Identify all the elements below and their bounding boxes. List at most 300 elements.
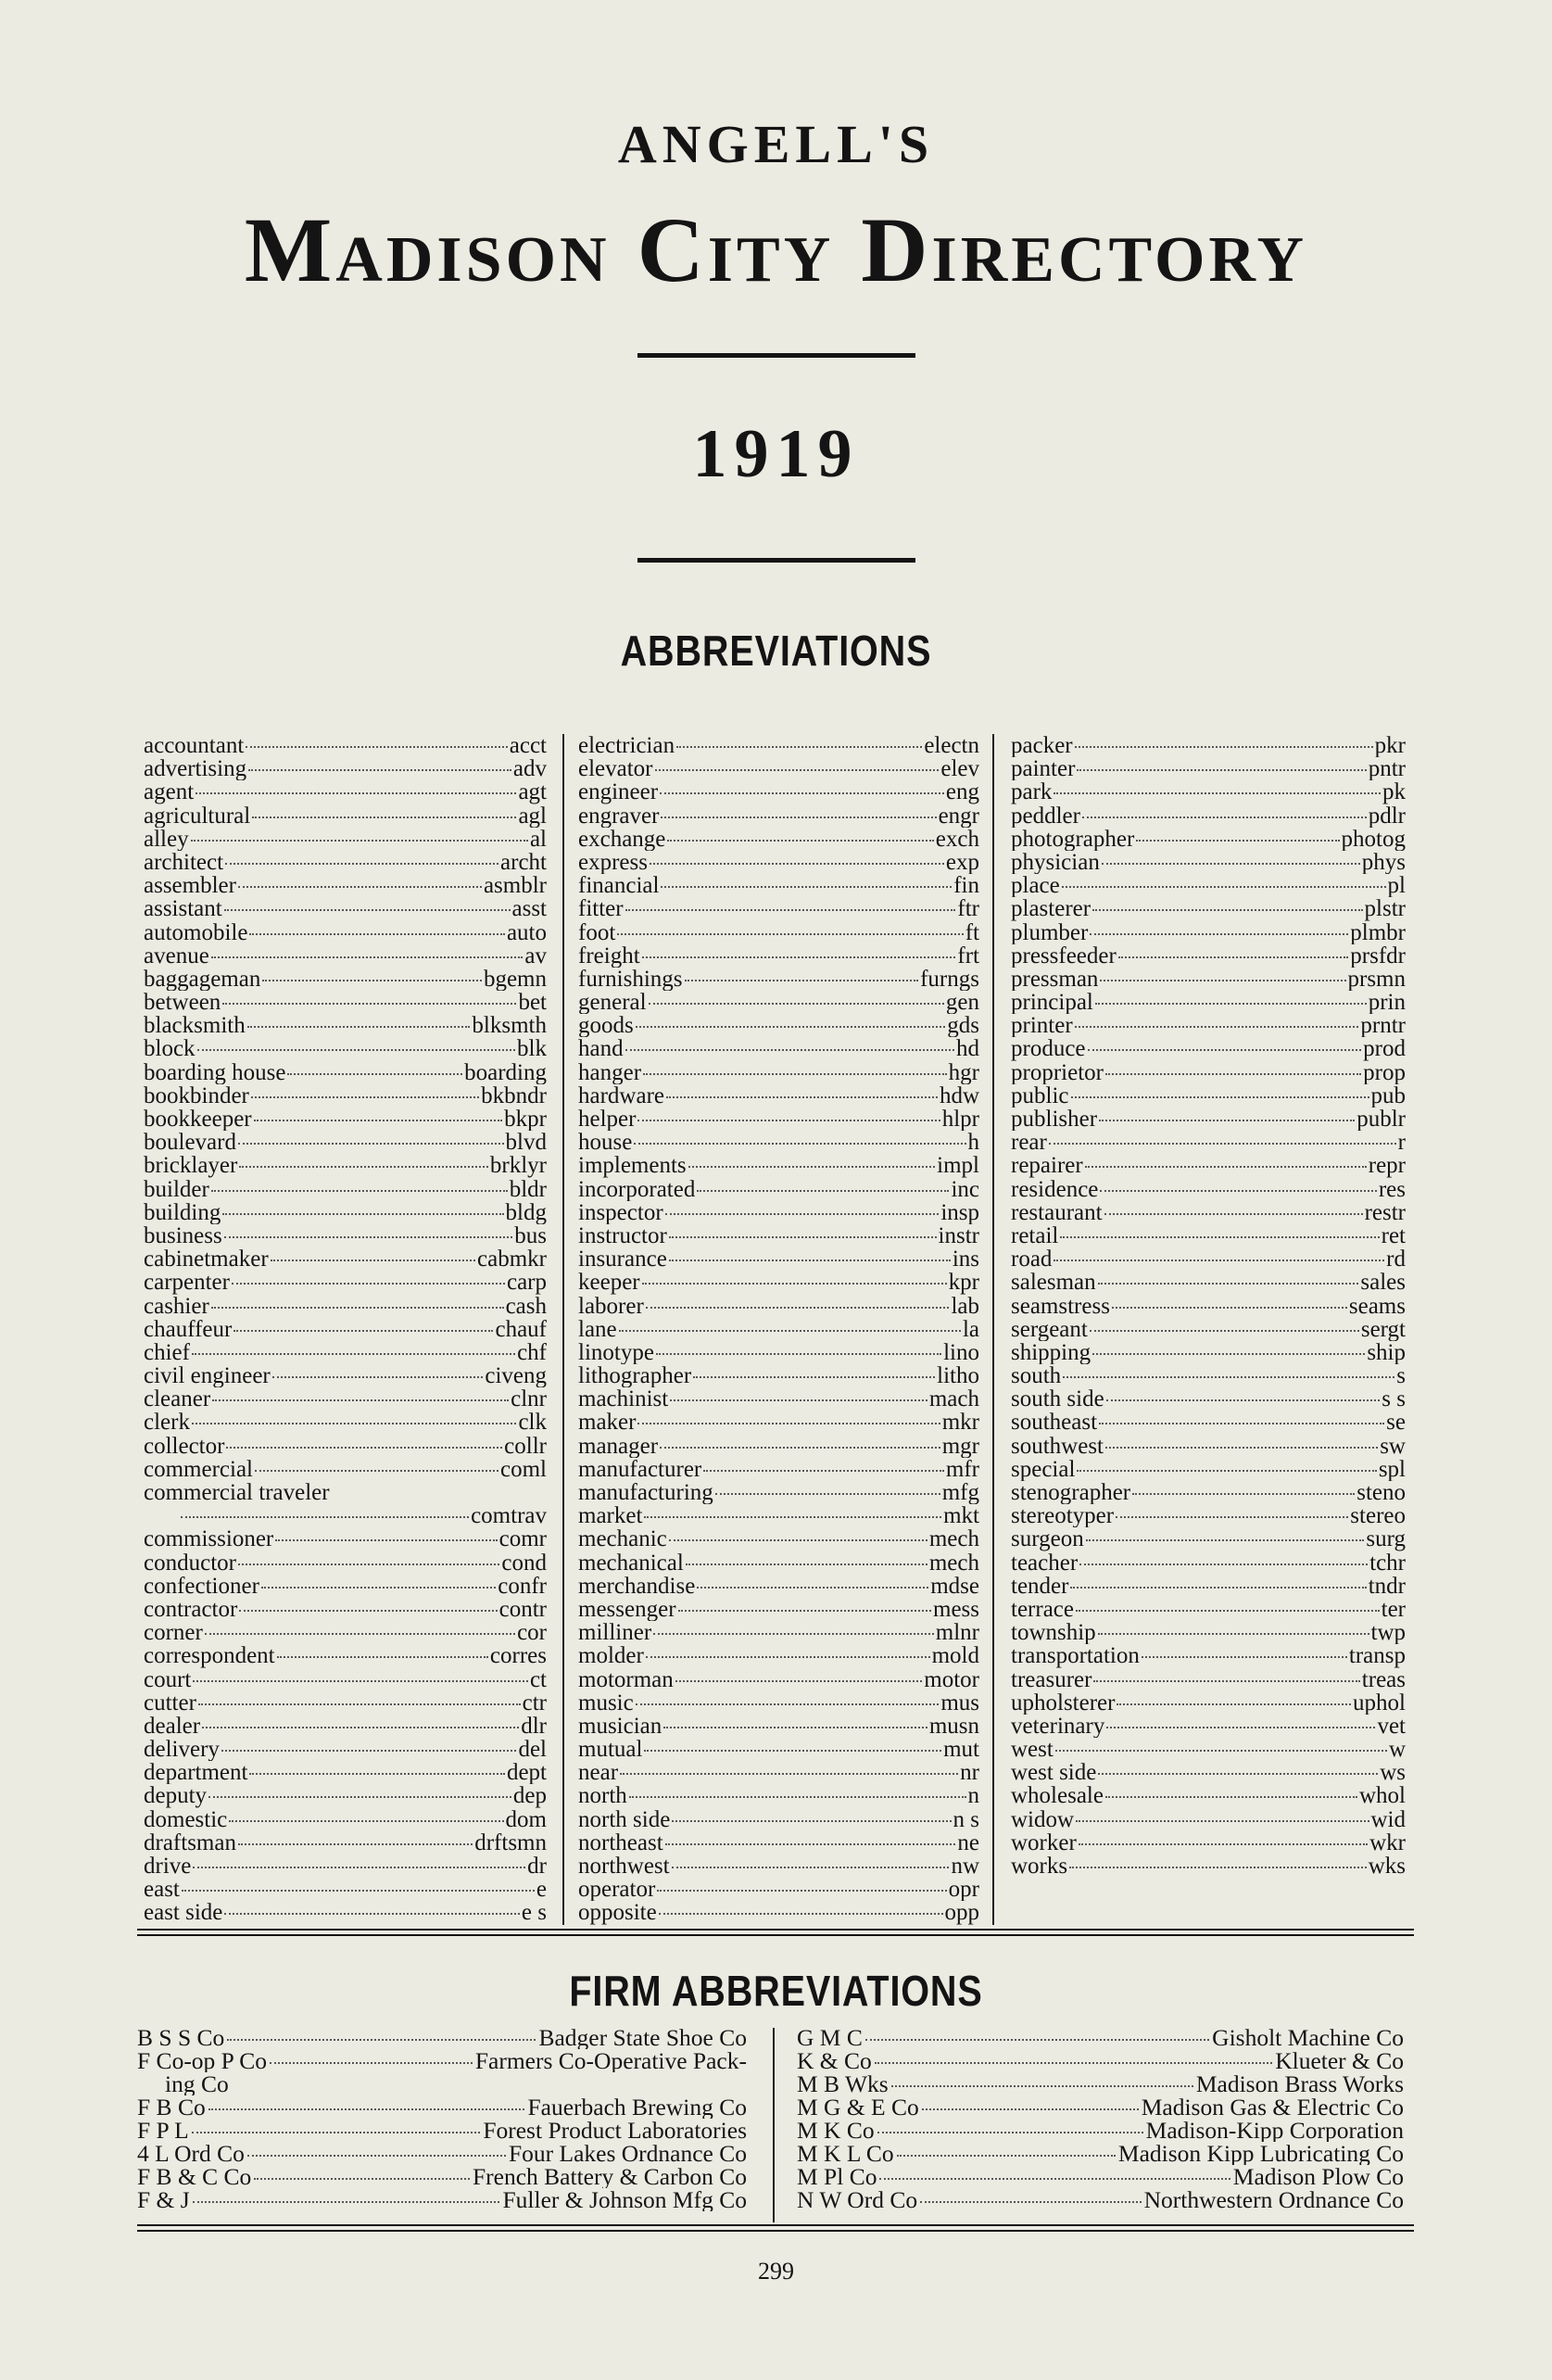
dot-leader — [272, 1376, 484, 1378]
abbreviation-entry — [578, 1644, 979, 1667]
dot-leader — [233, 1330, 493, 1332]
abbreviation-entry — [578, 1715, 979, 1738]
abbreviation-short-form: dlr — [521, 1714, 547, 1739]
abbreviation-term: business — [144, 1223, 222, 1248]
abbreviation-short-form: seams — [1348, 1294, 1406, 1318]
dot-leader — [620, 1773, 958, 1775]
abbreviation-short-form: e s — [521, 1901, 547, 1925]
dot-leader — [685, 980, 919, 981]
dot-leader — [649, 1003, 944, 1005]
abbreviation-short-form: transp — [1348, 1644, 1406, 1668]
abbreviation-term: northeast — [578, 1830, 663, 1855]
abbreviation-term: widow — [1011, 1807, 1075, 1831]
dot-leader — [229, 1820, 503, 1822]
abbreviation-term: blacksmith — [144, 1014, 246, 1038]
dot-leader — [198, 1703, 521, 1705]
firm-entry — [137, 2119, 747, 2142]
dot-leader — [254, 2178, 470, 2180]
dot-leader — [239, 1610, 497, 1612]
abbreviation-term: worker — [1011, 1830, 1077, 1855]
abbreviation-entry — [144, 1364, 547, 1387]
firm-name: Four Lakes Ordnance Co — [508, 2142, 747, 2165]
dot-leader — [1132, 1493, 1355, 1495]
firm-name: Northwestern Ordnance Co — [1143, 2188, 1404, 2211]
abbreviation-entry — [144, 921, 547, 944]
abbreviation-entry — [578, 780, 979, 804]
abbreviation-short-form: coml — [500, 1457, 547, 1481]
abbreviation-term: insurance — [578, 1247, 667, 1272]
abbreviation-term: upholsterer — [1011, 1690, 1116, 1715]
abbreviation-term: house — [578, 1131, 633, 1155]
dot-leader — [247, 2155, 506, 2157]
dot-leader — [897, 2155, 1116, 2157]
dot-leader — [693, 1376, 935, 1378]
abbreviation-short-form: del — [518, 1738, 547, 1762]
abbreviation-short-form: exch — [935, 827, 979, 851]
dot-leader — [271, 1260, 475, 1261]
dot-leader — [1075, 746, 1373, 748]
firm-name: Madison Kipp Lubricating Co — [1117, 2142, 1404, 2165]
abbreviation-term: rear — [1011, 1131, 1047, 1155]
dot-leader — [1106, 1399, 1381, 1401]
dot-leader — [262, 980, 482, 981]
abbreviation-short-form: prntr — [1360, 1014, 1406, 1038]
abbreviation-term: alley — [144, 827, 189, 851]
abbreviation-short-form: ctr — [522, 1690, 547, 1715]
abbreviation-term: laborer — [578, 1294, 644, 1318]
abbreviation-entry — [578, 851, 979, 874]
abbreviation-short-form: hd — [956, 1037, 979, 1061]
firm-abbreviations-left — [137, 2026, 747, 2211]
abbreviation-entry — [144, 1247, 547, 1271]
abbreviation-term: lane — [578, 1317, 617, 1341]
section-rule — [137, 1934, 1414, 1936]
abbreviation-term: plumber — [1011, 920, 1089, 944]
abbreviation-short-form: mech — [928, 1551, 979, 1575]
dot-leader — [1112, 1307, 1347, 1309]
abbreviation-entry — [144, 1527, 547, 1551]
abbreviation-short-form: motor — [924, 1667, 979, 1691]
abbreviation-short-form: mus — [940, 1690, 979, 1715]
abbreviation-entry — [1011, 1435, 1406, 1458]
abbreviation-entry — [144, 1761, 547, 1784]
abbreviation-term: builder — [144, 1177, 209, 1201]
dot-leader — [1105, 1447, 1378, 1449]
dot-leader — [666, 1096, 938, 1098]
dot-leader — [211, 956, 524, 958]
dot-leader — [922, 2108, 1139, 2110]
abbreviation-short-form: mech — [928, 1527, 979, 1551]
abbreviation-short-form: dom — [505, 1807, 547, 1831]
abbreviation-term: surgeon — [1011, 1527, 1084, 1551]
dot-leader — [1090, 1330, 1359, 1332]
dot-leader — [703, 1470, 944, 1472]
dot-leader — [1098, 1633, 1369, 1635]
abbreviation-short-form: contr — [498, 1597, 547, 1622]
abbreviation-term: draftsman — [144, 1830, 236, 1855]
abbreviation-short-form: hdw — [939, 1083, 979, 1108]
abbreviation-entry — [1011, 757, 1406, 780]
abbreviation-entry — [1011, 1668, 1406, 1691]
abbreviation-term: stenographer — [1011, 1481, 1131, 1505]
abbreviation-entry — [144, 874, 547, 897]
abbreviation-term: cutter — [144, 1690, 196, 1715]
dot-leader — [247, 1026, 471, 1028]
abbreviation-term: corner — [144, 1621, 203, 1645]
dot-leader — [1055, 1750, 1387, 1752]
abbreviation-short-form: stereo — [1350, 1504, 1406, 1528]
abbreviations-column-2 — [578, 734, 979, 1925]
dot-leader — [653, 1633, 934, 1635]
abbreviation-entry — [578, 1784, 979, 1807]
abbreviation-short-form: gds — [947, 1014, 979, 1038]
abbreviation-entry — [1011, 1831, 1406, 1855]
abbreviation-term: manufacturer — [578, 1457, 702, 1481]
abbreviation-short-form: clnr — [511, 1387, 547, 1412]
dot-leader — [655, 769, 940, 771]
abbreviation-entry — [1011, 1295, 1406, 1318]
dot-leader — [656, 1353, 941, 1355]
abbreviation-entry — [578, 1387, 979, 1411]
dot-leader — [1098, 1773, 1378, 1775]
dot-leader — [646, 1307, 950, 1309]
abbreviation-short-form: impl — [937, 1154, 979, 1178]
abbreviation-entry — [144, 1644, 547, 1667]
abbreviation-term: hanger — [578, 1060, 642, 1084]
abbreviation-short-form: ftr — [957, 897, 979, 921]
dot-leader — [1060, 1236, 1379, 1238]
abbreviation-term: terrace — [1011, 1597, 1074, 1622]
dot-leader — [222, 1003, 516, 1005]
abbreviation-entry — [144, 1435, 547, 1458]
abbreviation-entry — [1011, 1154, 1406, 1177]
abbreviation-short-form: pntr — [1368, 757, 1406, 781]
dot-leader — [1054, 1260, 1384, 1261]
abbreviation-term: carpenter — [144, 1271, 230, 1295]
dot-leader — [672, 1867, 950, 1868]
abbreviation-entry — [1011, 1364, 1406, 1387]
abbreviation-term: north side — [578, 1807, 671, 1831]
dot-leader — [1069, 1867, 1367, 1868]
dot-leader — [1102, 863, 1360, 865]
dot-leader — [1079, 1563, 1368, 1565]
abbreviation-short-form: civeng — [485, 1364, 547, 1388]
dot-leader — [697, 1587, 928, 1589]
abbreviation-entry — [144, 1901, 547, 1924]
abbreviation-short-form: wkr — [1369, 1830, 1406, 1855]
abbreviation-entry — [578, 897, 979, 920]
firm-name: Madison Plow Co — [1232, 2165, 1404, 2188]
dot-leader — [255, 1470, 498, 1472]
abbreviation-short-form: dr — [527, 1855, 547, 1879]
abbreviation-short-form: hlpr — [941, 1108, 979, 1132]
dot-leader — [644, 1516, 941, 1518]
dot-leader — [665, 1843, 956, 1845]
abbreviation-term: hand — [578, 1037, 624, 1061]
dot-leader — [1142, 1656, 1347, 1658]
dot-leader — [221, 1750, 517, 1752]
abbreviation-term: physician — [1011, 850, 1100, 875]
abbreviation-short-form: vet — [1377, 1714, 1406, 1739]
dot-leader — [877, 2132, 1143, 2133]
dot-leader — [208, 2108, 525, 2110]
dot-leader — [1082, 817, 1367, 818]
abbreviation-entry — [144, 1575, 547, 1598]
directory-year: 1919 — [692, 416, 860, 492]
abbreviation-short-form: pkr — [1374, 734, 1406, 758]
dot-leader — [636, 1026, 946, 1028]
dot-leader — [238, 1143, 504, 1145]
abbreviation-entry — [144, 1084, 547, 1108]
dot-leader — [661, 817, 936, 818]
firm-entry — [137, 2026, 747, 2049]
abbreviation-short-form: blvd — [505, 1131, 547, 1155]
abbreviation-entry — [1011, 1084, 1406, 1108]
abbreviation-entry — [144, 1201, 547, 1224]
abbreviation-short-form: sergt — [1360, 1317, 1406, 1341]
abbreviation-term: cabinetmaker — [144, 1247, 269, 1272]
abbreviation-term: seamstress — [1011, 1294, 1110, 1318]
abbreviation-term: cashier — [144, 1294, 209, 1318]
section-rule — [137, 1929, 1414, 1931]
abbreviation-entry — [1011, 780, 1406, 804]
abbreviation-entry — [578, 1131, 979, 1154]
abbreviation-entry — [578, 921, 979, 944]
abbreviation-term: market — [578, 1504, 643, 1528]
abbreviation-entry — [1011, 1224, 1406, 1247]
abbreviation-short-form: uphol — [1353, 1690, 1406, 1715]
dot-leader — [646, 1656, 930, 1658]
abbreviation-entry — [578, 1878, 979, 1901]
dot-leader — [248, 769, 511, 771]
dot-leader — [657, 1890, 946, 1892]
abbreviation-short-form: mold — [931, 1644, 979, 1668]
abbreviation-short-form: boarding — [464, 1060, 547, 1084]
abbreviation-term: instructor — [578, 1223, 667, 1248]
abbreviation-short-form: mkt — [943, 1504, 979, 1528]
abbreviation-short-form: blk — [517, 1037, 547, 1061]
dot-leader — [193, 1867, 525, 1868]
dot-leader — [675, 1680, 923, 1682]
abbreviation-term: engineer — [578, 780, 659, 804]
dot-leader — [254, 1120, 503, 1121]
column-divider — [992, 734, 994, 1925]
abbreviation-term: linotype — [578, 1340, 654, 1365]
abbreviation-entry — [144, 1131, 547, 1154]
abbreviation-entry — [144, 1715, 547, 1738]
firm-name: Farmers Co-Operative Pack- — [474, 2049, 747, 2072]
abbreviation-term: mechanic — [578, 1527, 667, 1551]
dot-leader — [181, 1516, 469, 1518]
dot-leader — [1086, 1539, 1365, 1541]
dot-leader — [891, 2085, 1193, 2087]
abbreviation-entry — [1011, 1504, 1406, 1527]
dot-leader — [225, 863, 498, 865]
abbreviation-term: contractor — [144, 1597, 238, 1622]
firm-abbreviation: K & Co — [797, 2049, 872, 2072]
abbreviation-term: plasterer — [1011, 897, 1091, 921]
dot-leader — [670, 1399, 927, 1401]
abbreviation-entry — [1011, 897, 1406, 920]
abbreviation-term: lithographer — [578, 1364, 692, 1388]
abbreviation-term: principal — [1011, 991, 1093, 1015]
abbreviation-entry — [144, 1855, 547, 1878]
abbreviation-term: operator — [578, 1878, 656, 1902]
dot-leader — [672, 1820, 951, 1822]
dot-leader — [1136, 840, 1339, 842]
dot-leader — [1085, 1166, 1367, 1168]
abbreviation-short-form: bkbndr — [481, 1083, 547, 1108]
abbreviation-term: general — [578, 991, 647, 1015]
abbreviation-entry — [578, 1154, 979, 1177]
abbreviation-short-form: ft — [965, 920, 979, 944]
abbreviation-term: tender — [1011, 1574, 1069, 1598]
abbreviation-short-form: mdse — [930, 1574, 979, 1598]
abbreviation-short-form: whol — [1359, 1784, 1406, 1808]
abbreviation-term: fitter — [578, 897, 624, 921]
abbreviation-entry — [1011, 1481, 1406, 1504]
dot-leader — [642, 1283, 947, 1285]
dot-leader — [660, 1447, 940, 1449]
abbreviation-short-form: mfg — [941, 1481, 979, 1505]
abbreviation-entry — [578, 1621, 979, 1644]
abbreviation-term: implements — [578, 1154, 687, 1178]
abbreviation-term: department — [144, 1761, 248, 1785]
abbreviation-entry — [144, 1387, 547, 1411]
abbreviation-short-form: ter — [1381, 1597, 1406, 1622]
abbreviation-entry — [144, 1598, 547, 1621]
abbreviation-term: court — [144, 1667, 192, 1691]
abbreviation-entry — [1011, 944, 1406, 968]
dot-leader — [287, 1073, 462, 1075]
abbreviation-term: printer — [1011, 1014, 1073, 1038]
dot-leader — [637, 1423, 940, 1424]
abbreviation-entry — [578, 757, 979, 780]
abbreviation-term: chauffeur — [144, 1317, 233, 1341]
abbreviation-entry — [1011, 1247, 1406, 1271]
abbreviation-entry — [578, 991, 979, 1014]
publisher-name: ANGELL'S — [617, 114, 935, 174]
dot-leader — [1054, 792, 1381, 794]
firm-name: Gisholt Machine Co — [1212, 2026, 1404, 2049]
abbreviation-entry — [144, 1037, 547, 1060]
abbreviation-entry — [578, 1831, 979, 1855]
abbreviation-entry — [578, 1318, 979, 1341]
dot-leader — [239, 1166, 488, 1168]
abbreviation-term: messenger — [578, 1597, 676, 1622]
dot-leader — [1106, 1727, 1375, 1728]
firm-name: Madison Brass Works — [1195, 2072, 1404, 2095]
abbreviation-short-form: pl — [1387, 874, 1406, 898]
abbreviation-short-form: bldr — [509, 1177, 547, 1201]
abbreviation-short-form: electn — [924, 734, 979, 758]
abbreviation-entry — [578, 1178, 979, 1201]
abbreviation-entry — [578, 1668, 979, 1691]
abbreviation-term: repairer — [1011, 1154, 1083, 1178]
abbreviation-short-form: ct — [529, 1667, 547, 1691]
dot-leader — [1100, 980, 1345, 981]
abbreviation-term: manager — [578, 1434, 659, 1458]
abbreviation-term: civil engineer — [144, 1364, 271, 1388]
dot-leader — [249, 1773, 505, 1775]
abbreviation-entry — [144, 1458, 547, 1481]
dot-leader — [665, 1213, 940, 1215]
abbreviation-short-form: confr — [498, 1574, 547, 1598]
abbreviation-term: musician — [578, 1714, 662, 1739]
firm-name: Fauerbach Brewing Co — [527, 2095, 747, 2119]
abbreviation-entry — [578, 1271, 979, 1294]
abbreviation-entry — [1011, 734, 1406, 757]
dot-leader — [1092, 909, 1362, 911]
dot-leader — [205, 1633, 515, 1635]
abbreviation-entry — [1011, 1784, 1406, 1807]
abbreviation-short-form: steno — [1356, 1481, 1406, 1505]
abbreviation-term: helper — [578, 1108, 637, 1132]
abbreviation-term: sergeant — [1011, 1317, 1088, 1341]
abbreviation-term: photographer — [1011, 827, 1135, 851]
dot-leader — [191, 840, 528, 842]
dot-leader — [663, 1727, 927, 1728]
abbreviation-short-form: asst — [511, 897, 547, 921]
dot-leader — [625, 909, 956, 911]
dot-leader — [715, 1493, 940, 1495]
firm-abbreviations-right — [797, 2026, 1404, 2211]
dot-leader — [617, 933, 963, 935]
dot-leader — [619, 1330, 961, 1332]
dot-leader — [660, 792, 944, 794]
abbreviation-term: public — [1011, 1083, 1069, 1108]
abbreviation-short-form: tndr — [1368, 1574, 1406, 1598]
abbreviation-term: incorporated — [578, 1177, 696, 1201]
abbreviation-short-form: lino — [943, 1340, 979, 1365]
abbreviations-heading: ABBREVIATIONS — [620, 627, 932, 675]
abbreviation-entry — [1011, 1318, 1406, 1341]
abbreviation-short-form: dep — [512, 1784, 547, 1808]
dot-leader — [1118, 956, 1348, 958]
abbreviation-entry — [578, 1808, 979, 1831]
abbreviation-entry — [144, 1295, 547, 1318]
abbreviation-entry — [144, 1014, 547, 1037]
abbreviation-entry — [578, 1527, 979, 1551]
abbreviation-term: mechanical — [578, 1551, 684, 1575]
firm-name: Fuller & Johnson Mfg Co — [502, 2188, 747, 2211]
abbreviation-entry — [144, 1481, 547, 1504]
abbreviation-entry — [578, 1598, 979, 1621]
dot-leader — [222, 1213, 503, 1215]
abbreviation-entry — [1011, 828, 1406, 851]
dot-leader — [196, 792, 516, 794]
abbreviation-term: place — [1011, 874, 1060, 898]
dot-leader — [659, 1913, 943, 1915]
abbreviation-entry — [578, 1855, 979, 1878]
dot-leader — [238, 1843, 473, 1845]
abbreviation-term: salesman — [1011, 1271, 1096, 1295]
firm-abbreviation: M Pl Co — [797, 2165, 877, 2188]
abbreviation-term: deputy — [144, 1784, 208, 1808]
abbreviation-short-form: rd — [1386, 1247, 1406, 1272]
firm-entry — [137, 2165, 747, 2188]
abbreviation-short-form: se — [1386, 1411, 1406, 1435]
firm-entry — [797, 2049, 1404, 2072]
abbreviation-entry — [144, 1178, 547, 1201]
abbreviation-term: works — [1011, 1855, 1068, 1879]
abbreviation-short-form: cond — [501, 1551, 547, 1575]
abbreviation-short-form: lab — [951, 1294, 979, 1318]
abbreviation-term: park — [1011, 780, 1053, 804]
abbreviation-entry — [1011, 1761, 1406, 1784]
abbreviation-term: produce — [1011, 1037, 1086, 1061]
page-title: Madison City Directory — [244, 198, 1308, 301]
